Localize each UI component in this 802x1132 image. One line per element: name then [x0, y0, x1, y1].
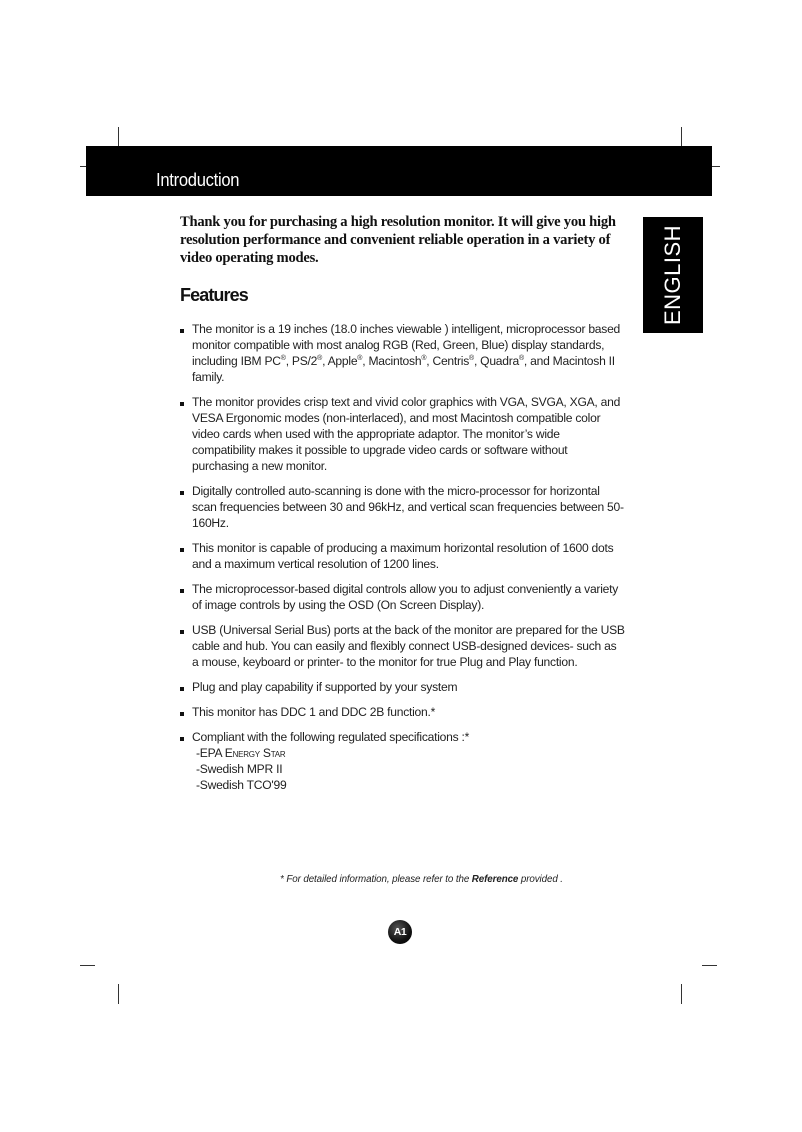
- square-bullet-icon: [180, 737, 184, 741]
- feature-text: The microprocessor-based digital controls allow you to adjust conveniently a variety of image controls by using the OSD (On Screen Display).: [192, 582, 619, 612]
- feature-item: [180, 540, 625, 572]
- crop-mark-bottom-left-vertical: [118, 984, 119, 1004]
- feature-text: USB (Universal Serial Bus) ports at the back of the monitor are prepared for the USB cable and hub. You can easily and flexibly connect USB-designed devices- such as a mouse, keyboard or printer- to the monitor for true Plug and Play function.: [192, 623, 625, 669]
- crop-mark-bottom-left-horizontal: [80, 965, 95, 966]
- intro-paragraph: Thank you for purchasing a high resolution monitor. It will give you high resolution performance and convenient reliable operation in a variety of video operating modes.: [180, 214, 616, 266]
- feature-item: [180, 729, 625, 793]
- compliance-item: -Swedish MPR II: [196, 762, 283, 776]
- crop-mark-bottom-right-vertical: [681, 984, 682, 1004]
- page-number-badge: A1: [388, 920, 412, 944]
- feature-text: Digitally controlled auto-scanning is done with the micro-processor for horizontal scan frequencies between 30 and 96kHz, and vertical scan frequencies between 50-160Hz.: [192, 484, 624, 530]
- language-label: ENGLISH: [660, 224, 685, 326]
- square-bullet-icon: [180, 402, 184, 406]
- feature-item: [180, 622, 625, 670]
- language-tab: [643, 217, 703, 333]
- feature-item: [180, 679, 625, 695]
- square-bullet-icon: [180, 712, 184, 716]
- square-bullet-icon: [180, 329, 184, 333]
- crop-mark-top-right-vertical: [681, 127, 682, 146]
- feature-item: [180, 394, 625, 474]
- feature-text: Compliant with the following regulated specifications :*: [192, 730, 470, 744]
- feature-text: Plug and play capability if supported by your system: [192, 680, 458, 694]
- feature-item: [180, 483, 625, 531]
- compliance-item: -EPA Energy Star: [196, 746, 286, 760]
- square-bullet-icon: [180, 589, 184, 593]
- reference-emphasis: Reference: [471, 874, 519, 885]
- square-bullet-icon: [180, 548, 184, 552]
- feature-text: The monitor provides crisp text and vivid color graphics with VGA, SVGA, XGA, and VESA Ergonomic modes (non-interlaced), and most Macintosh compatible color video cards when used with the appropriate adaptor. The monitor’s wide compatibility makes it possible to upgrade video cards or software without purchasing a new monitor.: [192, 395, 621, 473]
- feature-item: [180, 581, 625, 613]
- section-title: Introduction: [156, 170, 240, 190]
- crop-mark-top-left-vertical: [118, 127, 119, 146]
- feature-item: [180, 704, 625, 720]
- feature-text: This monitor is capable of producing a maximum horizontal resolution of 1600 dots and a maximum vertical resolution of 1200 lines.: [192, 541, 614, 571]
- square-bullet-icon: [180, 687, 184, 691]
- crop-mark-bottom-right-horizontal: [702, 965, 717, 966]
- compliance-list: [192, 745, 625, 793]
- compliance-item: -Swedish TCO'99: [196, 778, 287, 792]
- square-bullet-icon: [180, 630, 184, 634]
- footnote: * For detailed information, please refer to the Reference provided .: [280, 874, 563, 885]
- features-list: [180, 321, 625, 802]
- crop-mark-top-right-horizontal: [712, 166, 720, 167]
- square-bullet-icon: [180, 491, 184, 495]
- feature-text: This monitor has DDC 1 and DDC 2B function.*: [192, 705, 436, 719]
- features-heading: Features: [180, 285, 248, 305]
- section-header-bar: [86, 146, 712, 196]
- feature-item: The monitor is a 19 inches (18.0 inches viewable ) intelligent, microprocessor based monitor compatible with most analog RGB (Red, Green, Blue) display standards, including IBM PC®, PS/2®, Apple®, Macintosh®, Centris®, Quadra®, and Macintosh II family.: [180, 321, 625, 385]
